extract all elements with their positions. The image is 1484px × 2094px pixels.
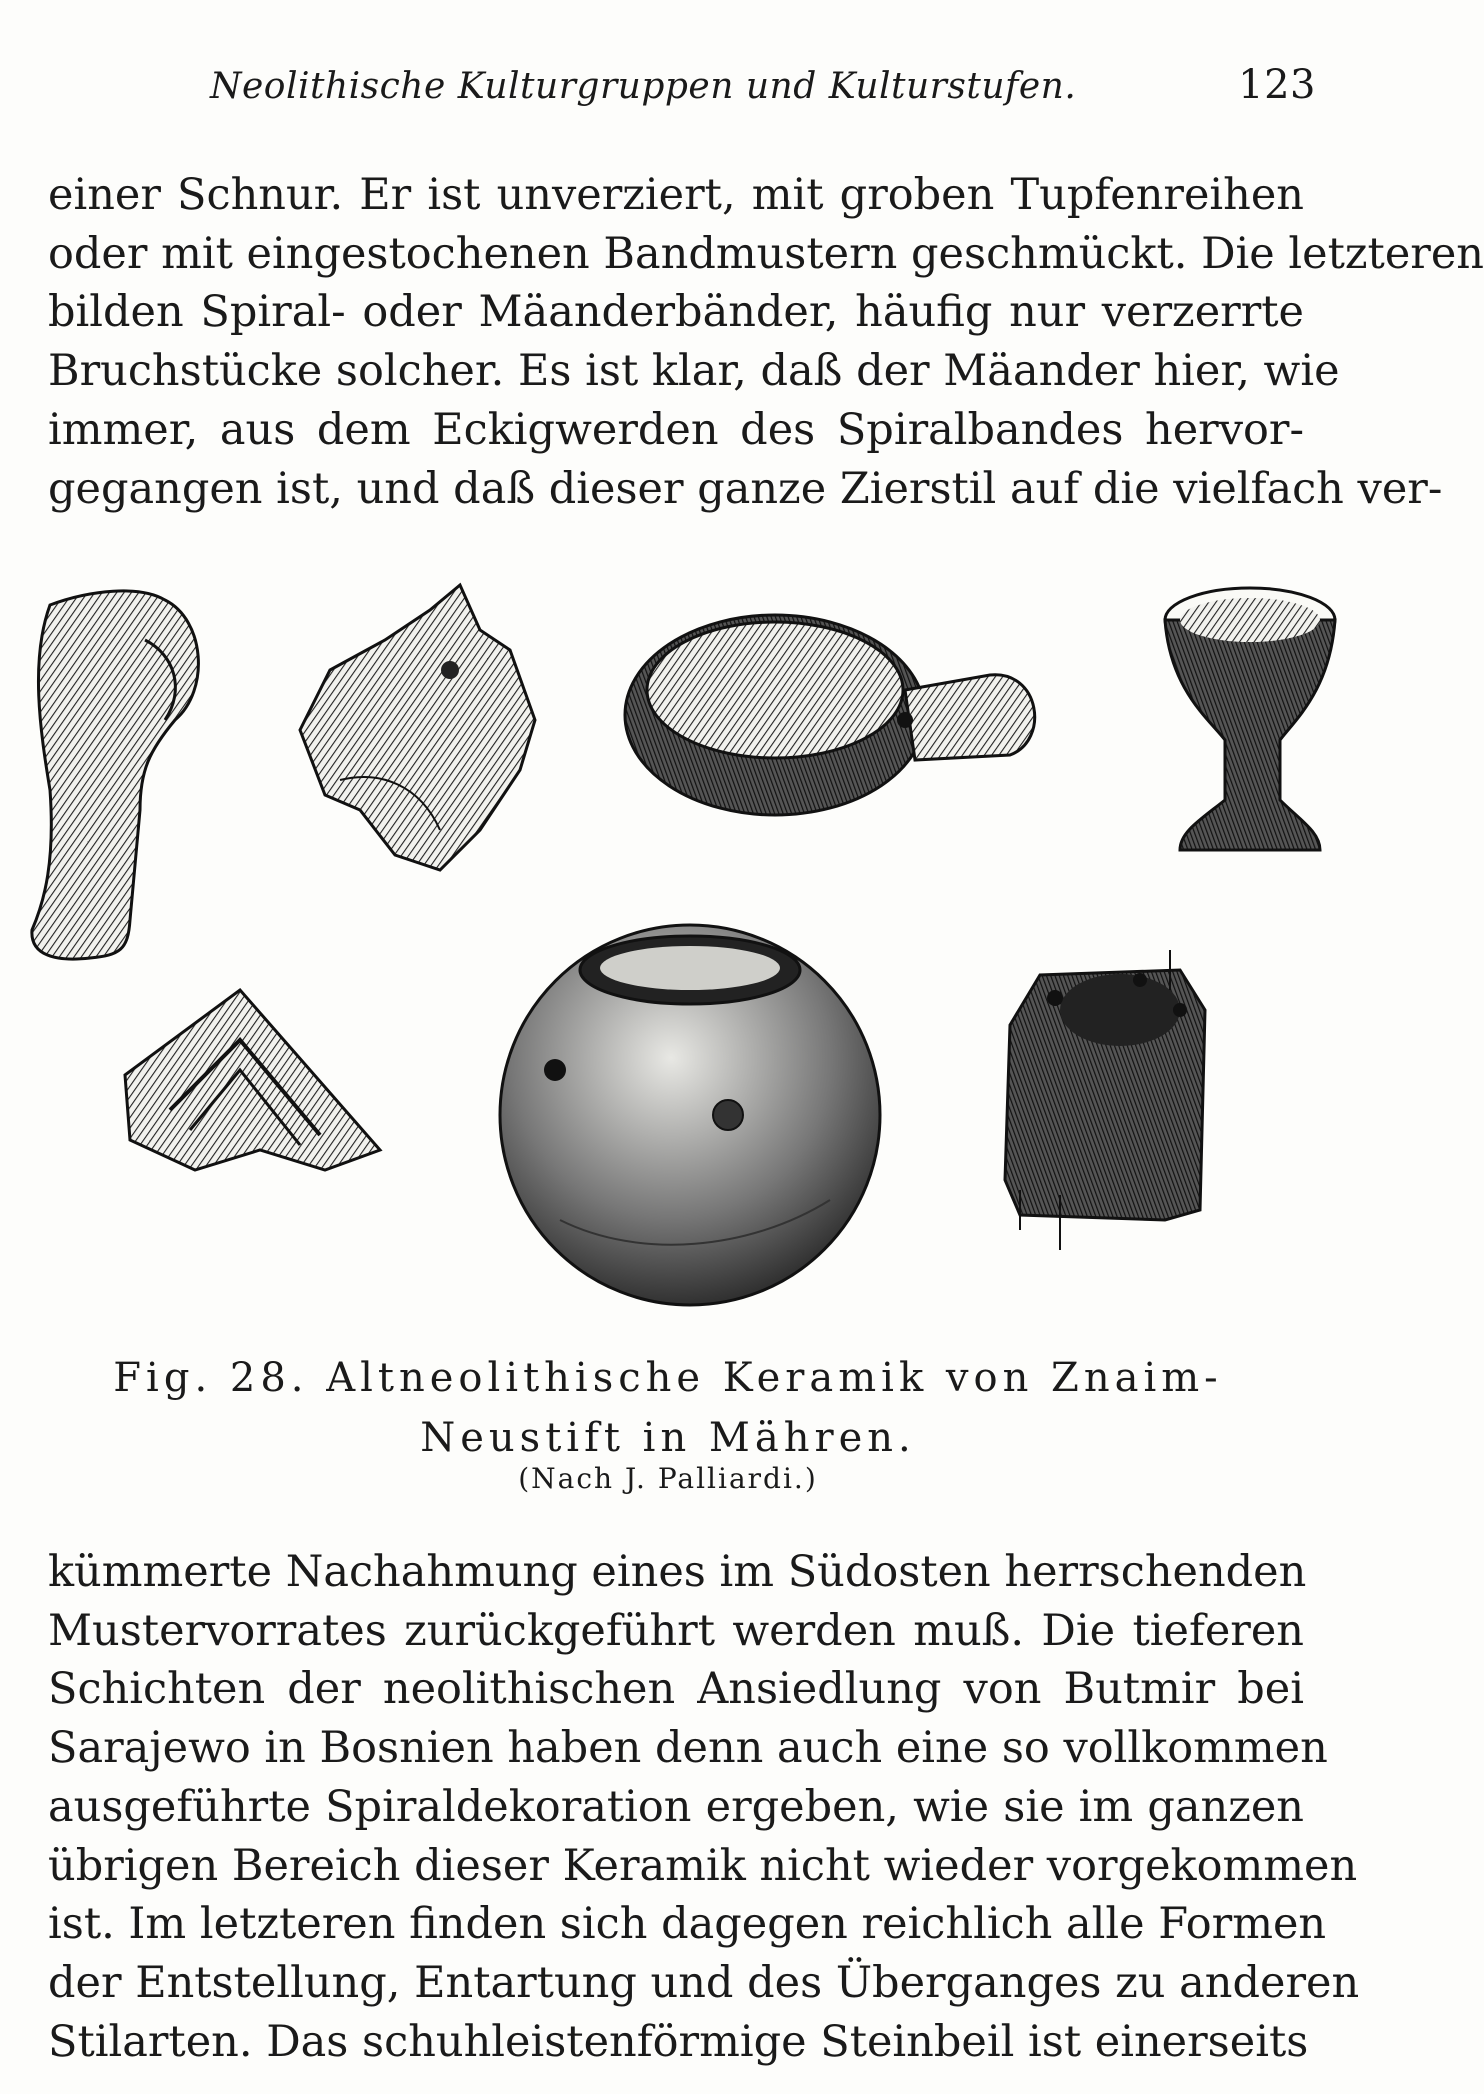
text-line: immer, aus dem Eckigwerden des Spiralbandes hervor-: [48, 404, 1304, 455]
text-line: Sarajewo in Bosnien haben denn auch eine so vollkommen: [48, 1723, 1328, 1774]
text-line: Bruchstücke solcher. Es ist klar, daß der Mäander hier, wie: [48, 346, 1340, 397]
globular-vessel: [500, 925, 880, 1305]
text-line: ist. Im letzteren finden sich dagegen reichlich alle Formen: [48, 1899, 1327, 1950]
pottery-illustration: [0, 570, 1336, 1340]
pottery-drawing: [0, 570, 1336, 1340]
caption-line: Neustift in Mähren.: [420, 1415, 916, 1461]
text-line: gegangen ist, und daß dieser ganze Zierstil auf die vielfach ver-: [48, 463, 1443, 514]
running-title: Neolithische Kulturgruppen und Kulturstufen.: [210, 66, 1077, 107]
figure-caption: [0, 1348, 1336, 1468]
text-line: ausgeführte Spiraldekoration ergeben, wie sie im ganzen: [48, 1781, 1304, 1832]
paragraph-bottom: [48, 1543, 1360, 2071]
text-line: übrigen Bereich dieser Keramik nicht wieder vorgekommen: [48, 1840, 1358, 1891]
text-line: oder mit eingestochenen Bandmustern geschmückt. Die letzteren: [48, 228, 1484, 279]
text-line: Mustervorrates zurückgeführt werden muß. Die tieferen: [48, 1605, 1304, 1656]
footed-cup: [1165, 588, 1335, 850]
spouted-bowl: [625, 615, 1035, 815]
horned-fragment: [300, 585, 535, 870]
incised-shard: [125, 990, 380, 1170]
caption-line: Fig. 28. Altneolithische Keramik von Znaim-: [113, 1355, 1223, 1401]
text-line: Stilarten. Das schuhleistenförmige Steinbeil ist einerseits: [48, 2016, 1309, 2067]
square-vessel: [1005, 950, 1205, 1250]
text-line: Schichten der neolithischen Ansiedlung von Butmir bei: [48, 1664, 1304, 1715]
figurine-fragment: [32, 591, 199, 959]
page-number: 123: [1238, 62, 1316, 108]
text-line: bilden Spiral- oder Mäanderbänder, häufig nur verzerrte: [48, 287, 1304, 338]
running-header: [210, 62, 1316, 108]
text-line: der Entstellung, Entartung und des Überganges zu anderen: [48, 1957, 1360, 2008]
text-line: kümmerte Nachahmung eines im Südosten herrschenden: [48, 1547, 1307, 1597]
figure-credit: (Nach J. Palliardi.): [518, 1462, 818, 1495]
paragraph-top: [48, 166, 1484, 518]
text-line: einer Schnur. Er ist unverziert, mit groben Tupfenreihen: [48, 170, 1304, 220]
